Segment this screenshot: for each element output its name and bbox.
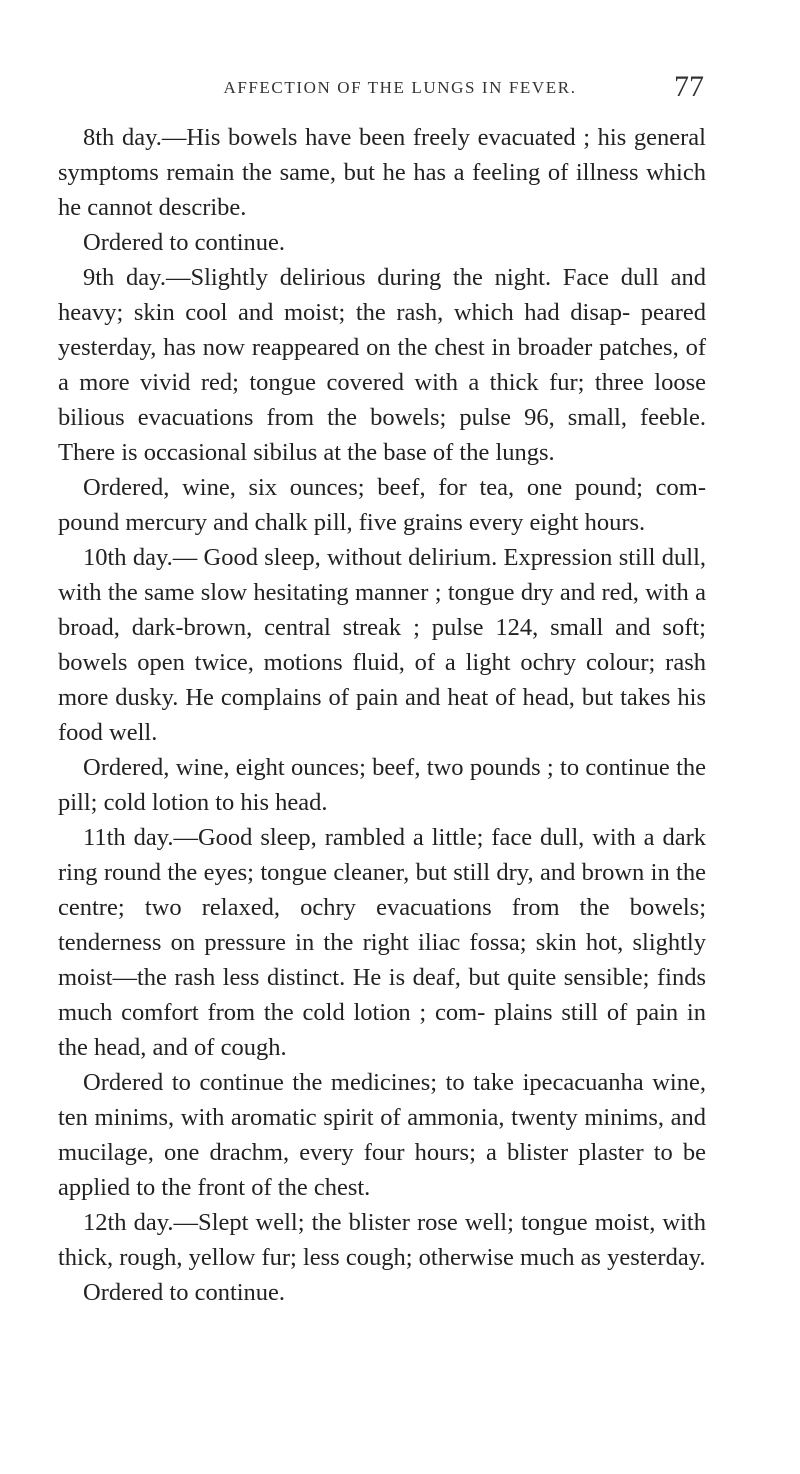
paragraph-day-9: 9th day.—Slightly delirious during the night. Face dull and heavy; skin cool and moist; the rash, which had disap- peared yesterday, has now reappeared on the chest in broader patches, of a more vivid red; tongue covered with a thick fur; three loose bilious evacuations from the bowels; pulse 96, small, feeble. There is occasional sibilus at the base of the lungs. — [58, 264, 706, 466]
paragraph-order: Ordered, wine, eight ounces; beef, two pounds ; to continue the pill; cold lotion to his head. — [58, 754, 706, 816]
paragraph-day-10: 10th day.— Good sleep, without delirium. Expression still dull, with the same slow hesitating manner ; tongue dry and red, with a broad, dark-brown, central streak ; pulse 124, small and soft; bowels open twice, motions fluid, of a light ochry colour; rash more dusky. He complains of pain and heat of head, but takes his food well. — [58, 544, 706, 746]
paragraph-day-8: 8th day.—His bowels have been freely evacuated ; his general symptoms remain the same, but he has a feeling of illness which he cannot describe. — [58, 124, 706, 221]
body-text — [58, 120, 706, 1310]
page-number: 77 — [674, 70, 704, 103]
header-title: AFFECTION OF THE LUNGS IN FEVER. — [223, 78, 577, 97]
paragraph-order: Ordered to continue. — [83, 229, 286, 256]
paragraph-day-12: 12th day.—Slept well; the blister rose well; tongue moist, with thick, rough, yellow fur; less cough; otherwise much as yesterday. — [58, 1209, 706, 1271]
paragraph-order: Ordered to continue the medicines; to take ipecacuanha wine, ten minims, with aromatic spirit of ammonia, twenty minims, and mucilage, one drachm, every four hours; a blister plaster to be applied to the front of the chest. — [58, 1069, 706, 1201]
running-head — [0, 70, 800, 104]
paragraph-order: Ordered to continue. — [83, 1279, 286, 1306]
paragraph-order: Ordered, wine, six ounces; beef, for tea, one pound; com- pound mercury and chalk pill, five grains every eight hours. — [58, 474, 706, 536]
paragraph-day-11: 11th day.—Good sleep, rambled a little; face dull, with a dark ring round the eyes; tongue cleaner, but still dry, and brown in the centre; two relaxed, ochry evacuations from the bowels; tenderness on pressure in the right iliac fossa; skin hot, slightly moist—the rash less distinct. He is deaf, but quite sensible; finds much comfort from the cold lotion ; com- plains still of pain in the head, and of cough. — [58, 824, 706, 1061]
